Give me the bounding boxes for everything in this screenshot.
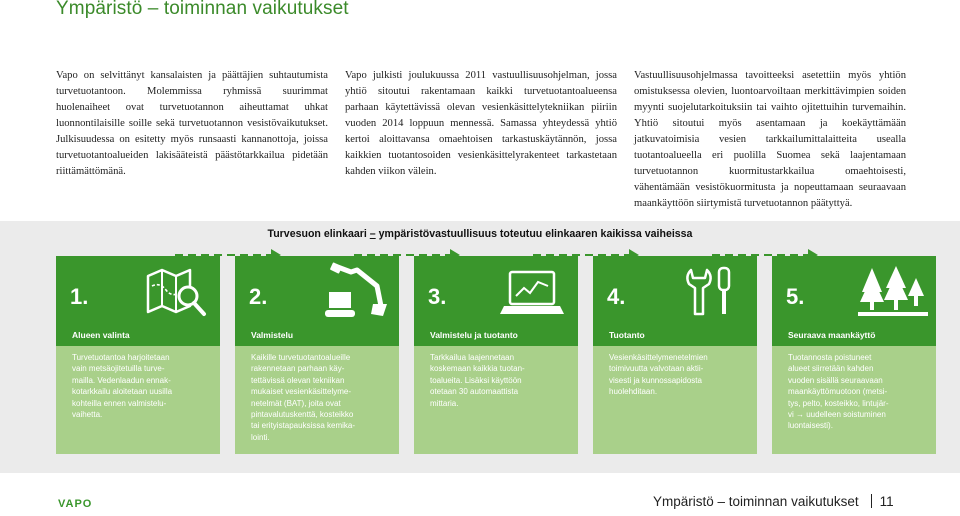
stage-4-heading: Tuotanto xyxy=(609,330,645,340)
stage-3-heading-bar xyxy=(414,326,578,346)
stage-2-text: Kaikille turvetuotantoalueille rakennetaan parhaan käy- tettävissä olevan tekniikan mukaiset vesienkäsittelyme- netelmät (BAT), joita ovat pintavalutuskenttä, kosteikko tai erityistapauksissa kemika- lointi. xyxy=(251,353,356,442)
footer xyxy=(653,494,894,509)
stage-5-heading: Seuraava maankäyttö xyxy=(788,330,876,340)
monitor-chart-icon xyxy=(500,262,570,320)
stage-1-tile xyxy=(56,256,220,326)
stage-4-tile xyxy=(593,256,757,326)
page-number: 11 xyxy=(879,494,894,509)
map-magnifier-icon xyxy=(142,262,212,320)
stage-2-heading-bar xyxy=(235,326,399,346)
stage-5-body xyxy=(772,346,936,454)
stage-3-heading: Valmistelu ja tuotanto xyxy=(430,330,518,340)
stage-5-tile xyxy=(772,256,936,326)
stage-2-body xyxy=(235,346,399,454)
lifecycle-title-rest: ympäristövastuullisuus toteutuu elinkaaren kaikissa vaiheissa xyxy=(375,228,693,240)
stage-1-heading-bar xyxy=(56,326,220,346)
forest-icon xyxy=(858,262,928,320)
stage-5-heading-bar xyxy=(772,326,936,346)
excavator-icon xyxy=(321,262,391,320)
stage-2-tile xyxy=(235,256,399,326)
stage-1-heading: Alueen valinta xyxy=(72,330,130,340)
wrench-icon xyxy=(679,262,749,320)
stage-4-number: 4. xyxy=(607,284,626,309)
stage-5-text: Tuotannosta poistuneet alueet siirretään kahden vuoden sisällä seuraavaan maankäyttömuotoon (metsi- tys, pelto, kosteikko, lintujär- vi → uudelleen soistuminen luontaisesti). xyxy=(788,353,889,431)
stage-2-heading: Valmistelu xyxy=(251,330,294,340)
intro-column-3: Vastuullisuusohjelmassa tavoitteeksi asetettiin myös yhtiön omistuksessa olevien, luontoarvoiltaan merkittävimpien soiden myynti suojelutarkoituksiin tai vaihto ojitettuihin turvemaihin. Yhtiö sitoutui myös asentamaan ja koekäyttämään jatkuvatoimisia vesien tarkkailumittalaitteita usealla tuotantoalueella eri puolilla Suomea sekä laajentamaan turvetuotannon kuormitustarkkailua omaehtoisesti, vähentämään vesistökuormitusta ja nopeuttamaan seuraavaan maankäyttöön siirtymistä turvetuotannon päätyttyä. xyxy=(634,70,906,209)
stage-1-number: 1. xyxy=(70,284,89,309)
vapo-logo: VAPO xyxy=(58,498,93,510)
stage-4-heading-bar xyxy=(593,326,757,346)
footer-title: Ympäristö – toiminnan vaikutukset xyxy=(653,494,859,509)
stage-3-text: Tarkkailua laajennetaan koskemaan kaikkia tuotan- toalueita. Lisäksi käyttöön otetaan 30 automaattista mittaria. xyxy=(430,353,525,408)
stage-4-text: Vesienkäsittelymenetelmien toimivuutta valvotaan aktii- visesti ja kunnossapidosta huolehditaan. xyxy=(609,353,708,397)
stage-3-tile xyxy=(414,256,578,326)
page-title: Ympäristö – toiminnan vaikutukset xyxy=(56,0,349,19)
stage-1-text: Turvetuotantoa harjoitetaan vain metsäojitetuilla turve- mailla. Vedenlaadun ennak- kotarkkailu aloitetaan uusilla kohteilla ennen valmistelu- vaihetta. xyxy=(72,353,173,420)
stage-3-number: 3. xyxy=(428,284,447,309)
stage-5-number: 5. xyxy=(786,284,805,309)
lifecycle-title-pre: Turvesuon elinkaari xyxy=(267,228,370,240)
lifecycle-title-dash: – xyxy=(369,228,376,240)
stage-2-number: 2. xyxy=(249,284,268,309)
stage-1-body xyxy=(56,346,220,454)
lifecycle-title xyxy=(0,228,960,240)
stage-3-body xyxy=(414,346,578,454)
intro-column-2: Vapo julkisti joulukuussa 2011 vastuullisuusohjelman, jossa yhtiö sitoutui rakentamaan kaikki turvetuotantoalueensa parhaan käytettävissä olevan vesienkäsittelytekniikan piiriin vuoden 2014 loppuun mennessä. Samassa yhteydessä yhtiö kertoi aloittavansa omaehtoisen tarkastuskäytännön, jossa kaikkien tuotantosoiden vesienkäsittelyrakenteet tarkastetaan kahden viikon välein. xyxy=(345,70,617,177)
intro-column-1: Vapo on selvittänyt kansalaisten ja päättäjien suhtautumista turvetuotantoon. Molemmissa ryhmissä suurimmat huolenaiheet ovat turvetuotannon aiheuttamat uhkat luonnontilaisille soille sekä turvetuotannon vesistövaikutukset. Julkisuudessa on esitetty myös runsaasti kannanottoja, joissa turvetuotantoalueiden lakisääteistä päästötarkkailua pidetään riittämättömänä. xyxy=(56,70,328,177)
footer-divider xyxy=(871,494,872,508)
stage-4-body xyxy=(593,346,757,454)
